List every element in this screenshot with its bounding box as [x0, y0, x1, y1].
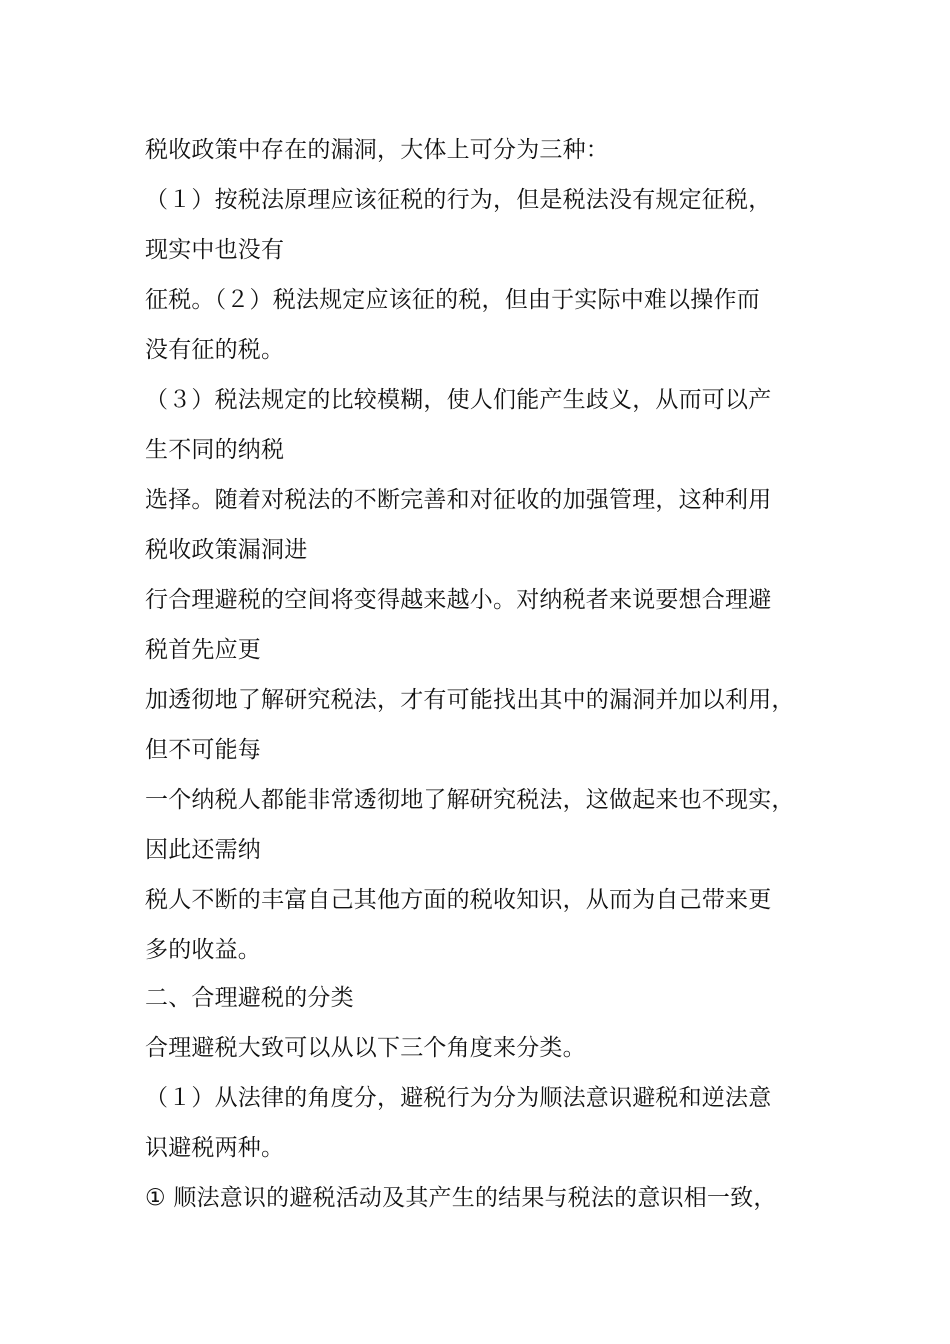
- text-line: 税人不断的丰富自己其他方面的税收知识，从而为自己带来更: [145, 887, 772, 913]
- text-line: （３）税法规定的比较模糊，使人们能产生歧义，从而可以产: [145, 387, 772, 413]
- text-line: 加透彻地了解研究税法，才有可能找出其中的漏洞并加以利用，: [145, 687, 795, 713]
- text-line: 行合理避税的空间将变得越来越小。对纳税者来说要想合理避: [145, 587, 772, 613]
- text-line: 一个纳税人都能非常透彻地了解研究税法，这做起来也不现实，: [145, 787, 795, 813]
- text-line: 税收政策中存在的漏洞，大体上可分为三种：: [145, 137, 609, 163]
- text-line: 因此还需纳: [145, 837, 261, 863]
- text-line: 但不可能每: [145, 737, 261, 763]
- text-line: 生不同的纳税: [145, 437, 285, 463]
- text-line: 多的收益。: [145, 937, 261, 963]
- text-line: （１）从法律的角度分，避税行为分为顺法意识避税和逆法意: [145, 1085, 772, 1111]
- text-line: ① 顺法意识的避税活动及其产生的结果与税法的意识相一致，: [145, 1185, 777, 1211]
- text-line: 现实中也没有: [145, 237, 285, 263]
- text-line: 没有征的税。: [145, 337, 285, 363]
- text-line: 合理避税大致可以从以下三个角度来分类。: [145, 1035, 586, 1061]
- text-line: 识避税两种。: [145, 1135, 285, 1161]
- text-line: 税收政策漏洞进: [145, 537, 308, 563]
- section-heading: 二、合理避税的分类: [145, 985, 354, 1011]
- text-line: 选择。随着对税法的不断完善和对征收的加强管理，这种利用: [145, 487, 772, 513]
- text-line: 税首先应更: [145, 637, 261, 663]
- text-line: （１）按税法原理应该征税的行为，但是税法没有规定征税，: [145, 187, 772, 213]
- text-line: 征税。（２）税法规定应该征的税，但由于实际中难以操作而: [145, 287, 760, 313]
